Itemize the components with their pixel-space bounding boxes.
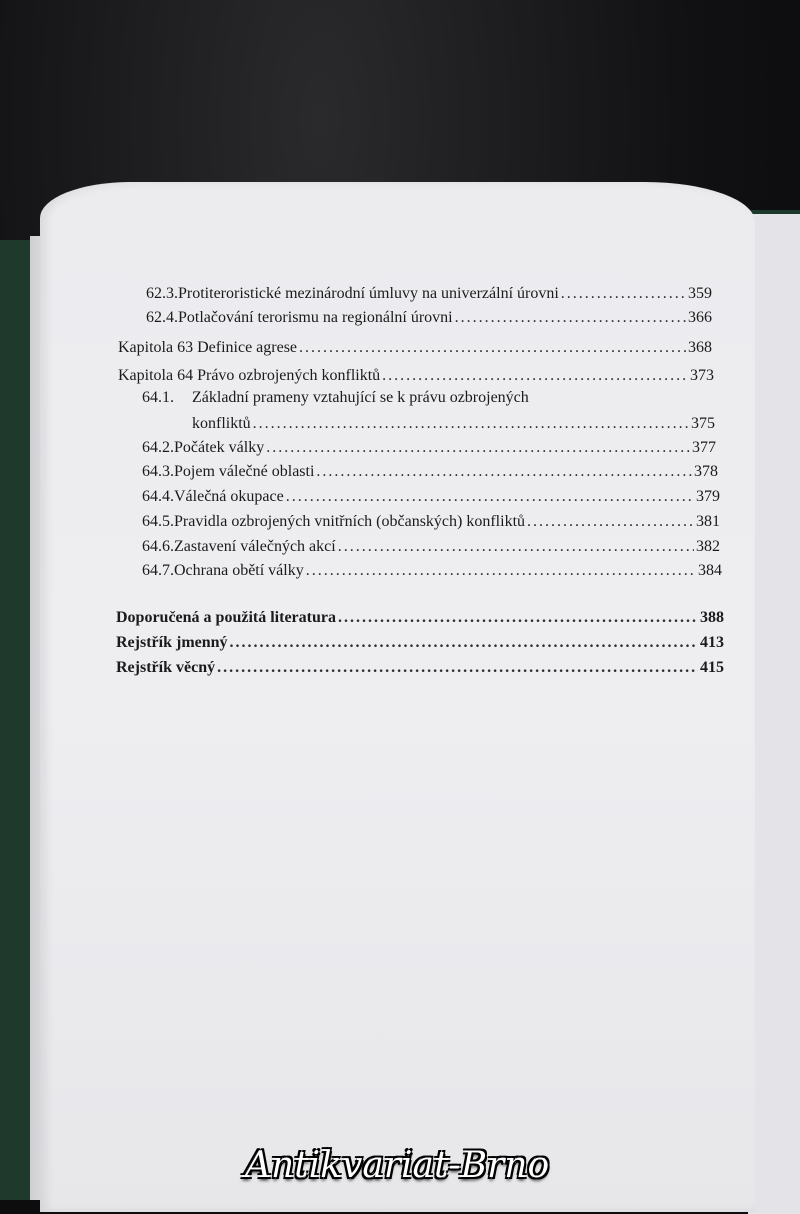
entry-number: 64.5.	[142, 513, 174, 530]
entry-number: 64.2.	[142, 439, 174, 456]
dot-leader	[299, 336, 686, 360]
dot-leader	[286, 485, 694, 509]
entry-number: 64.4.	[142, 488, 174, 505]
dot-leader	[455, 306, 686, 330]
toc-back-matter	[116, 606, 724, 630]
entry-title-continued: konfliktů	[192, 415, 251, 432]
back-matter-title: Rejstřík jmenný	[116, 634, 228, 651]
toc-entry	[146, 306, 712, 330]
dot-leader	[338, 606, 698, 630]
entry-title: Zastavení válečných akcí	[174, 538, 336, 555]
toc-entry	[142, 559, 722, 583]
entry-number: 62.4.	[146, 309, 178, 326]
toc-entry	[142, 460, 718, 484]
back-matter-title: Doporučená a použitá literatura	[116, 609, 336, 626]
entry-page: 368	[688, 339, 712, 356]
chapter-title: Kapitola 64 Právo ozbrojených konfliktů	[118, 367, 381, 384]
toc-entry	[142, 485, 720, 509]
toc-entry	[142, 436, 716, 460]
toc-entry	[142, 510, 720, 534]
chapter-title: Kapitola 63 Definice agrese	[118, 339, 298, 356]
entry-page: 381	[696, 513, 720, 530]
toc-entry	[142, 535, 720, 559]
entry-page: 379	[696, 488, 720, 505]
entry-title: Protiteroristické mezinárodní úmluvy na univerzální úrovni	[178, 285, 559, 302]
toc-chapter	[118, 364, 714, 388]
toc-entry-continuation	[192, 412, 715, 436]
entry-title: Pojem válečné oblasti	[174, 463, 315, 480]
entry-page: 413	[700, 634, 724, 651]
entry-page: 373	[690, 367, 714, 384]
entry-page: 388	[700, 609, 724, 626]
back-matter-title: Rejstřík věcný	[116, 659, 216, 676]
entry-page: 366	[688, 309, 712, 326]
entry-number: 64.6.	[142, 538, 174, 555]
dot-leader	[316, 460, 692, 484]
entry-page: 375	[691, 415, 715, 432]
entry-title: Počátek války	[174, 439, 265, 456]
toc-back-matter	[116, 631, 724, 655]
entry-title: Potlačování terorismu na regionální úrovni	[178, 309, 453, 326]
entry-title: Základní prameny vztahující se k právu ozbrojených	[192, 389, 529, 406]
entry-page: 384	[698, 562, 722, 579]
dot-leader	[527, 510, 694, 534]
entry-page: 377	[692, 439, 716, 456]
entry-number: 64.1.	[142, 389, 174, 406]
dot-leader	[217, 656, 698, 680]
dot-leader	[306, 559, 696, 583]
entry-page: 359	[688, 285, 712, 302]
entry-title: Pravidla ozbrojených vnitřních (občanských) konfliktů	[174, 513, 526, 530]
toc-entry-first-line	[142, 386, 529, 410]
entry-page: 415	[700, 659, 724, 676]
dot-leader	[253, 412, 689, 436]
dot-leader	[338, 535, 694, 559]
dot-leader	[230, 631, 698, 655]
toc-entry	[146, 282, 712, 306]
entry-number: 64.3.	[142, 463, 174, 480]
dot-leader	[382, 364, 688, 388]
toc-chapter	[118, 336, 712, 360]
toc-back-matter	[116, 656, 724, 680]
dot-leader	[266, 436, 690, 460]
entry-title: Ochrana obětí války	[174, 562, 304, 579]
entry-number: 62.3.	[146, 285, 178, 302]
watermark: Antikvariat-Brno	[245, 1145, 550, 1186]
dot-leader	[561, 282, 686, 306]
entry-number: 64.7.	[142, 562, 174, 579]
entry-page: 382	[696, 538, 720, 555]
entry-page: 378	[694, 463, 718, 480]
entry-title: Válečná okupace	[174, 488, 284, 505]
